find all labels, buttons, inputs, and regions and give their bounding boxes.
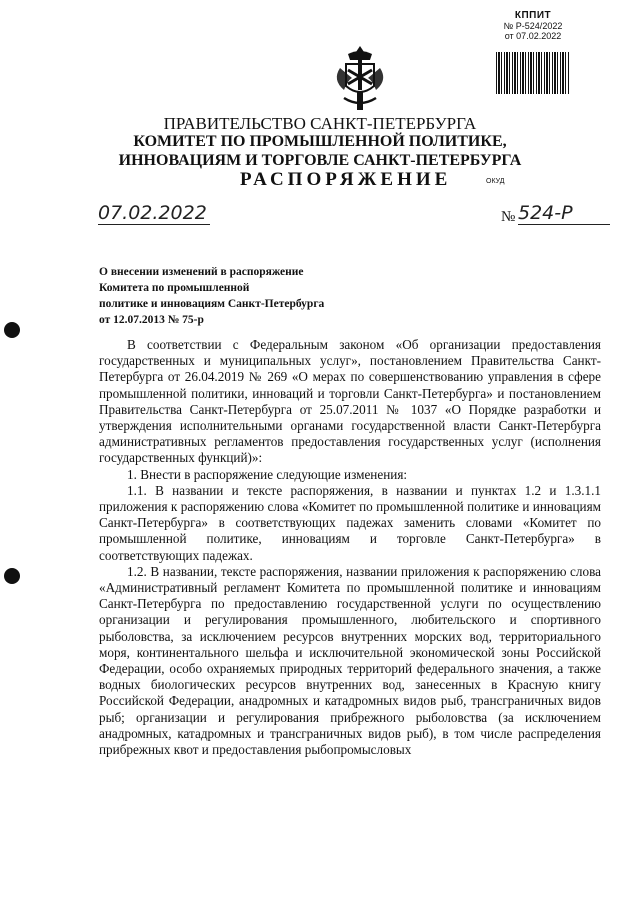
stamp-title: КППИТ	[514, 10, 552, 21]
document-body	[99, 337, 601, 758]
document-type: РАСПОРЯЖЕНИЕ	[240, 169, 452, 190]
document-number: 524-Р	[518, 202, 610, 225]
committee-line-1: КОМИТЕТ ПО ПРОМЫШЛЕННОЙ ПОЛИТИКЕ,	[133, 133, 507, 150]
okud-label: ОКУД	[486, 178, 505, 185]
barcode	[496, 52, 570, 94]
document-date: 07.02.2022	[98, 202, 210, 225]
subject-line: от 12.07.2013 № 75-р	[99, 314, 204, 326]
punch-hole	[4, 568, 20, 584]
committee-line-2: ИННОВАЦИЯМ И ТОРГОВЛЕ САНКТ-ПЕТЕРБУРГА	[118, 152, 522, 169]
punch-hole	[4, 322, 20, 338]
coat-of-arms-emblem	[330, 42, 390, 114]
registration-stamp	[498, 10, 568, 41]
government-title: ПРАВИТЕЛЬСТВО САНКТ-ПЕТЕРБУРГА	[163, 114, 477, 133]
body-paragraph: 1. Внести в распоряжение следующие изменения:	[127, 466, 408, 482]
subject-line: О внесении изменений в распоряжение	[99, 266, 304, 278]
document-subject	[99, 264, 359, 328]
subject-line: политике и инновациям Санкт-Петербурга	[99, 298, 325, 310]
stamp-reg-number: № Р-524/2022	[503, 21, 563, 31]
subject-line: Комитета по промышленной	[99, 282, 250, 294]
number-sign: №	[501, 209, 516, 225]
stamp-reg-date: от 07.02.2022	[504, 31, 562, 41]
body-paragraph: В соответствии с Федеральным законом «Об организации предоставления государственных и муниципальных услуг», постановлением Правительства Санкт-Петербурга от 26.04.2019 № 269 «О мерах по совершенствованию управления в сфере промышленной политики, инноваций и торговли Санкт-Петербурга» и постановлением Правительства Санкт-Петербурга от 25.07.2011 № 1037 «О Порядке разработки и утверждения исполнительными органами государственной власти Санкт-Петербурга административных регламентов предоставления государственных услуг (исполнения государственных функций)»:	[99, 337, 601, 466]
body-paragraph: 1.1. В названии и тексте распоряжения, в названии и пунктах 1.2 и 1.3.1.1 приложения к распоряжению слова «Комитет по промышленной политике и инновациям Санкт-Петербурга» в соответствующих падежах заменить словами «Комитет по промышленной политике, инновациям и торговле Санкт-Петербурга» в соответствующих падежах.	[99, 482, 601, 563]
committee-name	[0, 132, 640, 170]
body-paragraph: 1.2. В названии, тексте распоряжения, названии приложения к распоряжению слова «Административный регламент Комитета по промышленной политике и инновациям Санкт-Петербурга по предоставлению государственной услуги по осуществлению организации и регулирования промышленного, любительского и спортивного рыболовства, за исключением ресурсов внутренних морских вод, территориального моря, континентального шельфа и исключительной экономической зоны Российской Федерации, особо охраняемых природных территорий федерального значения, а также водных биологических ресурсов внутренних вод, занесенных в Красную книгу Российской Федерации, анадромных и катадромных видов рыб, трансграничных видов рыб; организации и регулирования прибрежного рыболовства (за исключением анадромных, катадромных и трансграничных видов рыб), в том числе распределения прибрежных квот и предоставления рыбопромысловых	[99, 563, 601, 758]
